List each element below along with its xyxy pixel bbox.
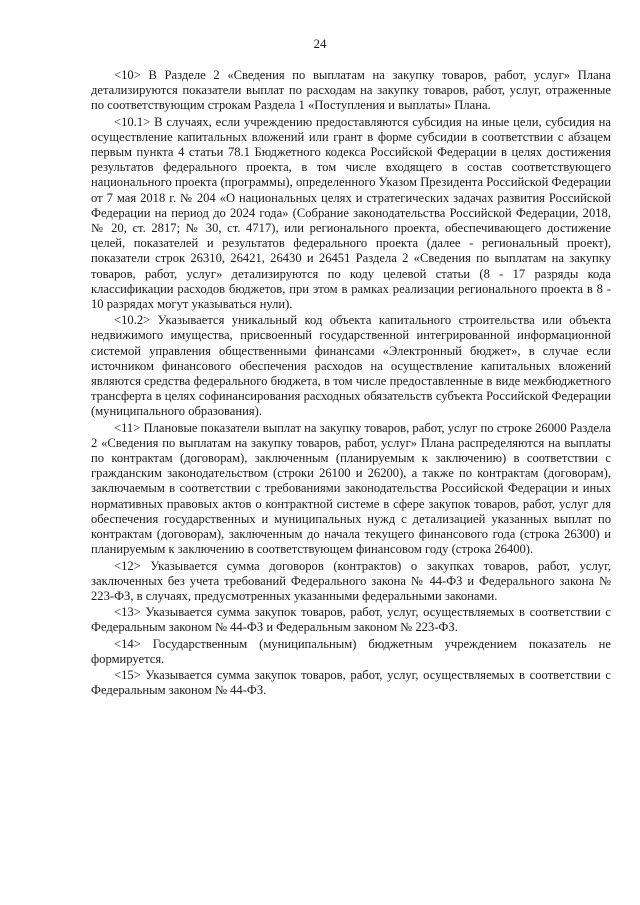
footnote-15: <15> Указывается сумма закупок товаров, работ, услуг, осуществляемых в соответствии с Федеральным законом № 44-ФЗ.: [91, 667, 611, 698]
document-body: [91, 68, 611, 699]
footnote-13: <13> Указывается сумма закупок товаров, работ, услуг, осуществляемых в соответствии с Федеральным законом № 44-ФЗ и Федеральным законом № 223-ФЗ.: [91, 605, 611, 635]
footnote-12: <12> Указывается сумма договоров (контрактов) о закупках товаров, работ, услуг, заключенных без учета требований Федерального закона № 44-ФЗ и Федерального закона № 223-ФЗ, в случаях, предусмотренных указанными федеральными законами.: [91, 558, 611, 603]
footnote-10-1: <10.1> В случаях, если учреждению предоставляются субсидия на иные цели, субсидия на осуществление капитальных вложений или грант в форме субсидии в соответствии с абзацем первым пункта 4 статьи 78.1 Бюджетного кодекса Российской Федерации в целях достижения результатов федерального проекта, в том числе входящего в состав соответствующего национального проекта (программы), определенного Указом Президента Российской Федерации от 7 мая 2018 г. № 204 «О национальных целях и стратегических задачах развития Российской Федерации на период до 2024 года» (Собрание законодательства Российской Федерации, 2018, № 20, ст. 2817; № 30, ст. 4717), или регионального проекта, обеспечивающего достижение целей, показателей и результатов федерального проекта (далее - региональный проект), показатели строк 26310, 26421, 26430 и 26451 Раздела 2 «Сведения по выплатам на закупку товаров, работ, услуг» детализируются по коду целевой статьи (8 - 17 разряды кода классификации расходов бюджетов, при этом в рамках реализации регионального проекта в 8 - 10 разрядах могут указываться нули).: [91, 114, 611, 312]
page-number: 24: [313, 36, 327, 51]
footnote-10-2: <10.2> Указывается уникальный код объекта капитального строительства или объекта недвижимого имущества, присвоенный государственной интегрированной информационной системой управления общественными финансами «Электронный бюджет», в случае если источником финансового обеспечения расходов на осуществление капитальных вложений являются средства федерального бюджета, в том числе предоставленные в виде межбюджетного трансферта в целях софинансирования расходных обязательств субъекта Российской Федерации (муниципального образования).: [91, 313, 611, 419]
footnote-11: <11> Плановые показатели выплат на закупку товаров, работ, услуг по строке 26000 Раздела 2 «Сведения по выплатам на закупку товаров, работ, услуг» Плана распределяются на выплаты по контрактам (договорам), заключенным (планируемым к заключению) в соответствии с гражданским законодательством (строки 26100 и 26200), а также по контрактам (договорам), заключаемым в соответствии с требованиями законодательства Российской Федерации и иных нормативных правовых актов о контрактной системе в сфере закупок товаров, работ, услуг для обеспечения государственных и муниципальных нужд с детализацией указанных выплат по контрактам (договорам), заключенным до начала текущего финансового года (строка 26300) и планируемым к заключению в соответствующем финансовом году (строка 26400).: [91, 420, 611, 557]
footnote-10: <10> В Разделе 2 «Сведения по выплатам на закупку товаров, работ, услуг» Плана детализируются показатели выплат по расходам на закупку товаров, работ, услуг, отраженные по соответствующим строкам Раздела 1 «Поступления и выплаты» Плана.: [91, 68, 611, 113]
footnote-14: <14> Государственным (муниципальным) бюджетным учреждением показатель не формируется.: [91, 636, 611, 666]
